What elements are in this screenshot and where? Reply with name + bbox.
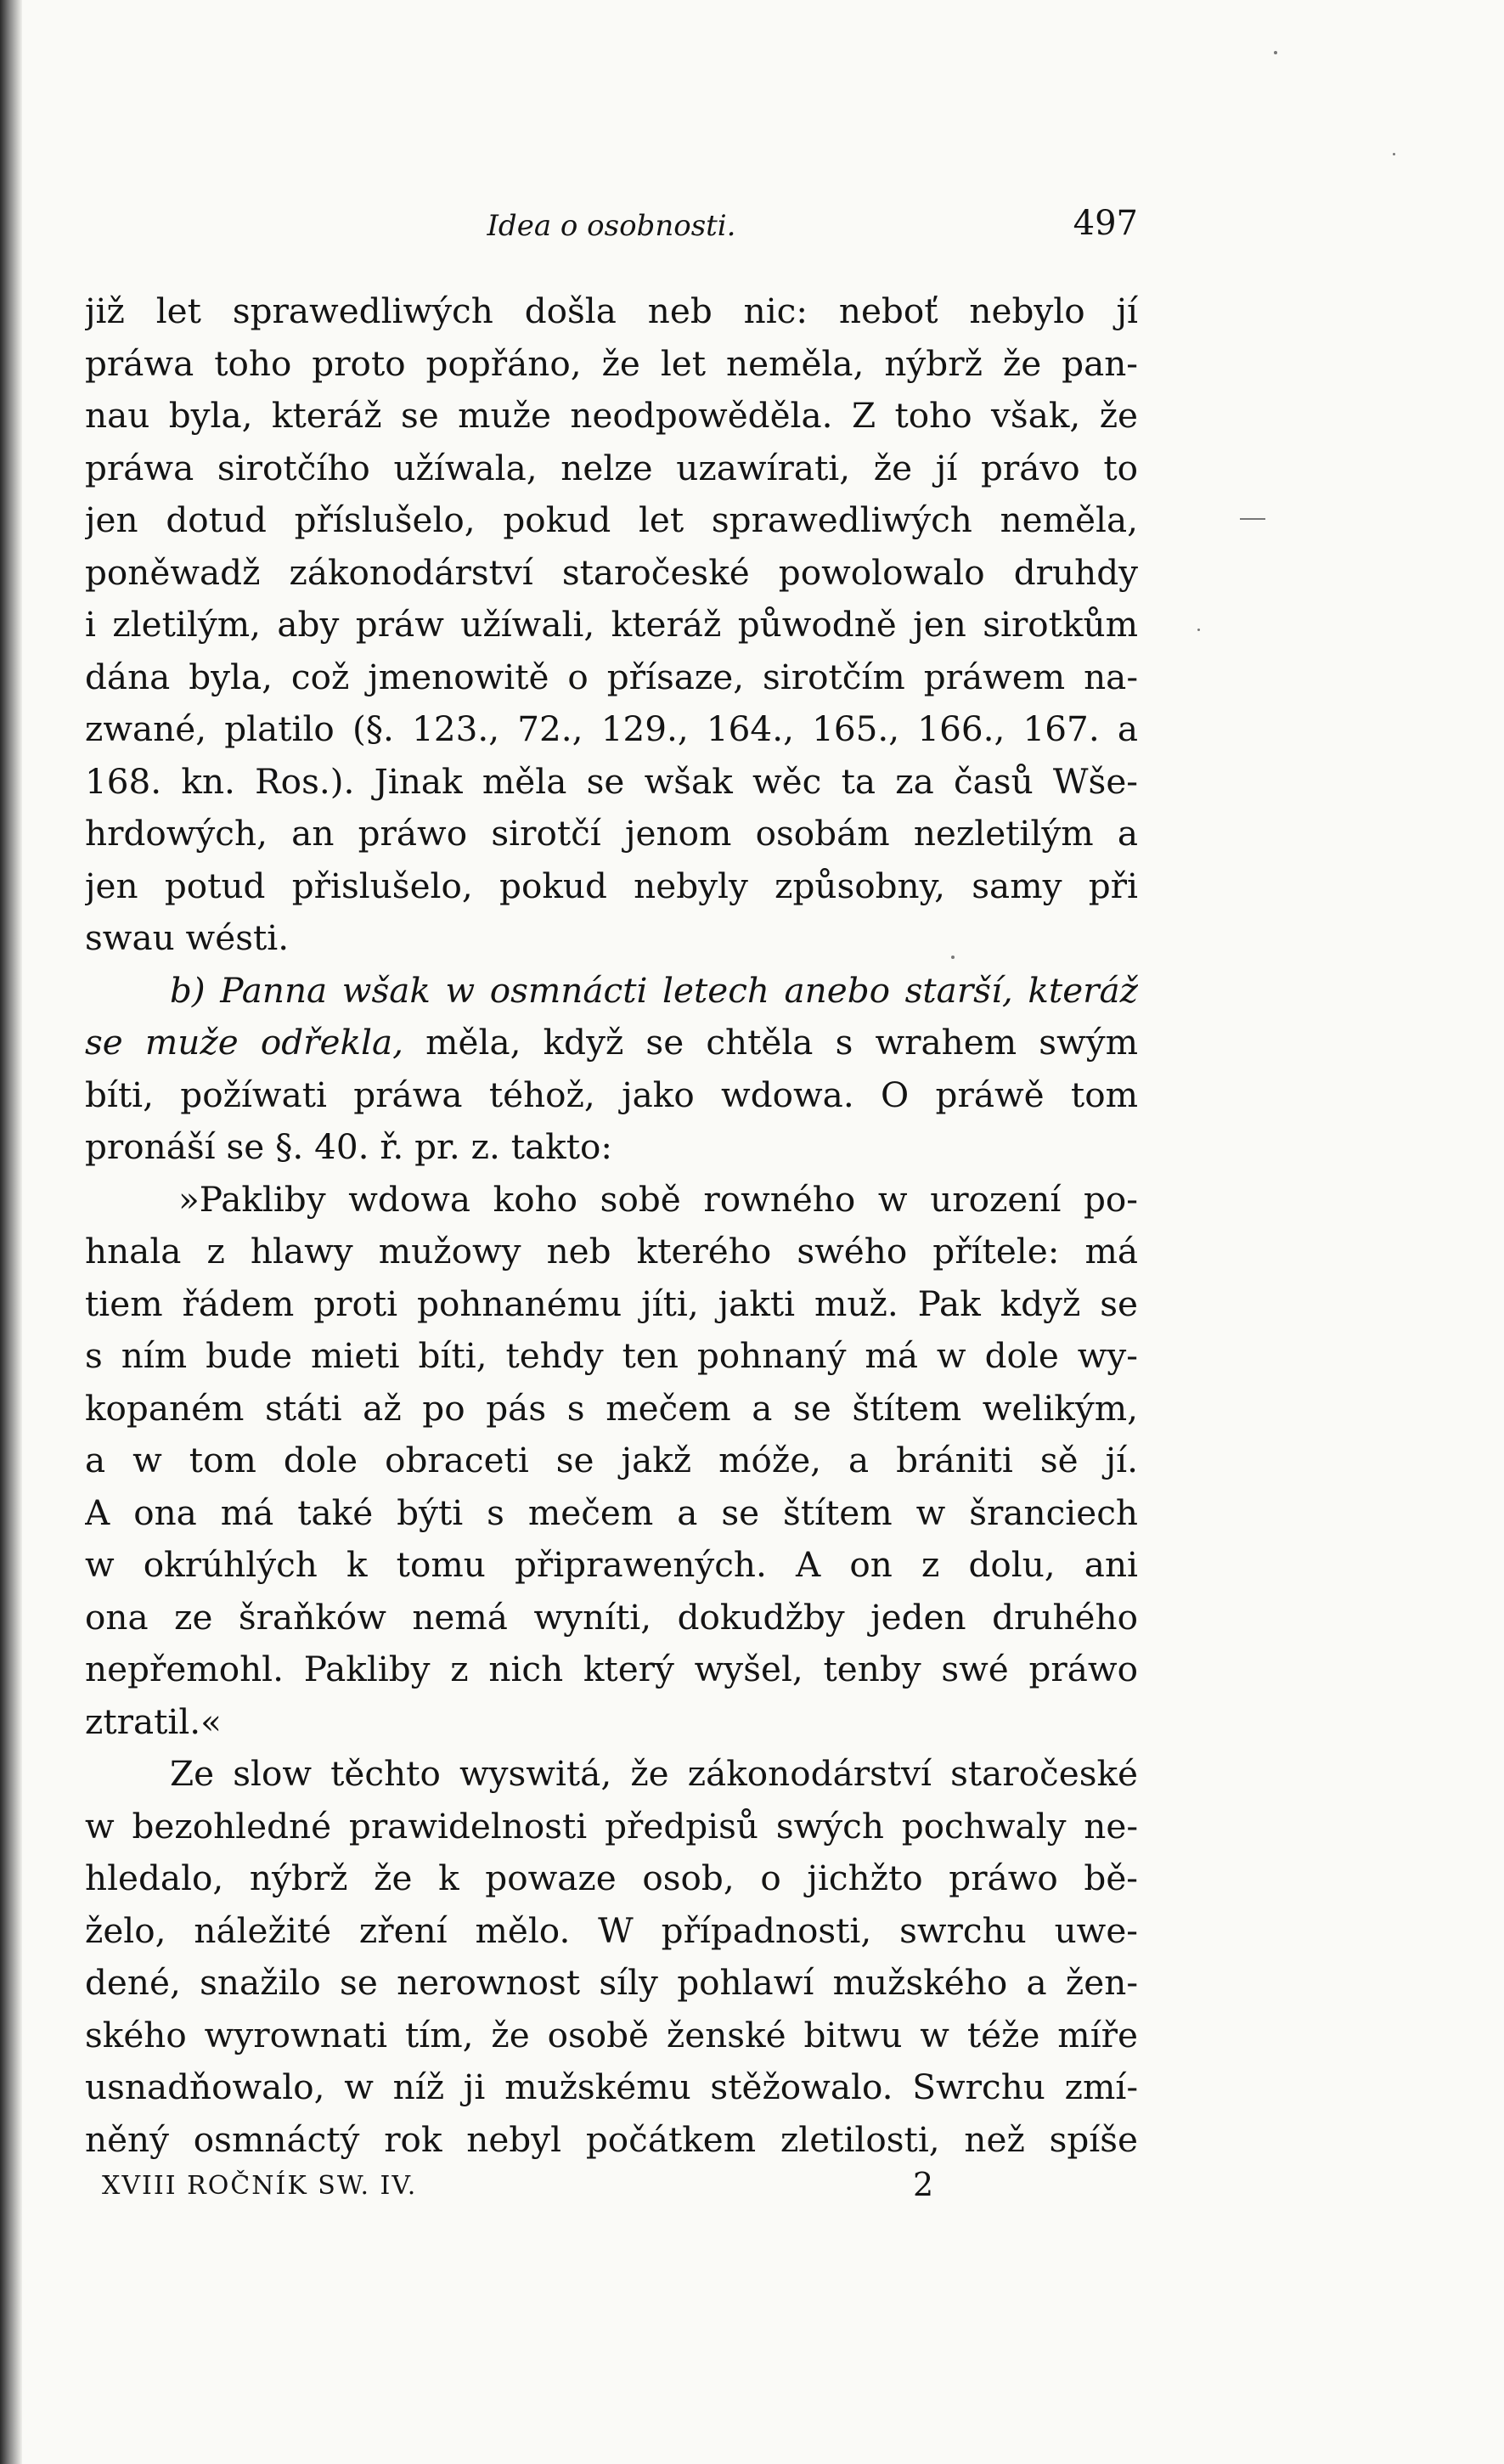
text-line: s ním bude mieti bíti, tehdy ten pohnaný má w dole wy- — [85, 1335, 1138, 1376]
text-line: ztratil.« — [85, 1700, 222, 1742]
text-line: Ze slow těchto wyswitá, že zákonodárství staročeské — [170, 1753, 1138, 1794]
text-line: tiem řádem proti pohnanému jíti, jakti muž. Pak když se — [85, 1283, 1138, 1324]
text-line: usnadňowalo, w níž ji mužskému stěžowalo. Swrchu zmí- — [85, 2066, 1138, 2107]
scan-speck — [1197, 629, 1200, 631]
text-line: swau wésti. — [85, 917, 290, 958]
text-line: dené, snažilo se nerownost síly pohlawí mužského a žen- — [85, 1962, 1138, 2003]
text-line: želo, náležité zření mělo. W případnosti, swrchu uwe- — [85, 1909, 1138, 1951]
paragraph-1 — [85, 285, 1138, 965]
text-line: w bezohledné prawidelnosti předpisů swých pochwaly ne- — [85, 1805, 1138, 1847]
page-number: 497 — [1073, 204, 1138, 243]
page-header — [85, 200, 1138, 251]
text-run: měla, když se chtěla s wrahem swým — [403, 1022, 1138, 1063]
text-line: hledalo, nýbrž že k powaze osob, o jichžto práwo bě- — [85, 1858, 1138, 1898]
gathering-number: 2 — [913, 2166, 934, 2203]
text-line: jen potud přislušelo, pokud nebyly způsobny, samy při — [85, 865, 1138, 906]
text-line: již let sprawedliwých došla neb nic: neboť nebylo jí — [85, 290, 1138, 331]
scan-speck — [1393, 153, 1395, 155]
text-line: i zletilým, aby práw užíwali, kteráž půwodně jen sirotkům — [85, 604, 1138, 645]
text-line: něný osmnáctý rok nebyl počátkem zletilosti, než spíše — [85, 2118, 1138, 2160]
printer-signature: XVIII ROČNÍK SW. IV. — [102, 2171, 418, 2201]
running-title: Idea o osobnosti. — [487, 209, 736, 243]
text-line: ského wyrownati tím, že osobě ženské bitwu w téže míře — [85, 2014, 1138, 2055]
paragraph-2 — [85, 965, 1138, 1174]
text-line: 168. kn. Ros.). Jinak měla se wšak wěc ta za časů Wše- — [85, 760, 1138, 802]
text-line: poněwadž zákonodárství staročeské powolowalo druhdy — [85, 551, 1138, 593]
text-line: kopaném státi až po pás s mečem a se štítem welikým, — [85, 1387, 1138, 1429]
page-footer — [85, 2166, 1138, 2208]
text-line: w okrúhlých k tomu připrawených. A on z dolu, ani — [85, 1544, 1138, 1585]
text-line: hnala z hlawy mužowy neb kterého swého přítele: má — [85, 1231, 1138, 1271]
text-line: dána byla, což jmenowitě o přísaze, sirotčím práwem na- — [85, 656, 1138, 697]
text-line: nau byla, kteráž se muže neodpowěděla. Z toho však, že — [85, 395, 1138, 436]
text-line — [85, 965, 1138, 1018]
text-line: a w tom dole obraceti se jakž móže, a brániti sě jí. — [85, 1440, 1138, 1480]
binding-shadow — [0, 0, 22, 2464]
body-text — [85, 285, 1138, 2166]
text-line: »Pakliby wdowa koho sobě rowného w urození po- — [178, 1178, 1138, 1220]
paragraph-3-quotation — [85, 1174, 1138, 1749]
text-line: nepřemohl. Pakliby z nich který wyšel, tenby swé práwo — [85, 1649, 1138, 1689]
text-line: pronáší se §. 40. ř. pr. z. takto: — [85, 1126, 613, 1167]
text-line: A ona má také býti s mečem a se štítem w šranciech — [85, 1491, 1138, 1533]
italic-run: b) Panna wšak w osmnácti letech anebo starší, kteráž — [170, 969, 1138, 1011]
scan-speck — [1240, 518, 1265, 520]
text-line: bíti, požíwati práwa téhož, jako wdowa. O práwě tom — [85, 1074, 1138, 1115]
text-line: ona ze šraňków nemá wyníti, dokudžby jeden druhého — [85, 1596, 1138, 1638]
text-line: práwa sirotčího užíwala, nelze uzawírati, že jí právo to — [85, 447, 1138, 488]
text-line: jen dotud příslušelo, pokud let sprawedliwých neměla, — [85, 499, 1138, 540]
text-line — [85, 1017, 1138, 1069]
text-line: hrdowých, an práwo sirotčí jenom osobám nezletilým a — [85, 813, 1138, 854]
text-line: práwa toho proto popřáno, že let neměla, nýbrž že pan- — [85, 342, 1138, 384]
text-line: zwané, platilo (§. 123., 72., 129., 164., 165., 166., 167. a — [85, 708, 1138, 749]
italic-run: se muže odřekla, — [85, 1022, 403, 1063]
scan-speck — [1274, 51, 1277, 54]
paragraph-4 — [85, 1748, 1138, 2166]
